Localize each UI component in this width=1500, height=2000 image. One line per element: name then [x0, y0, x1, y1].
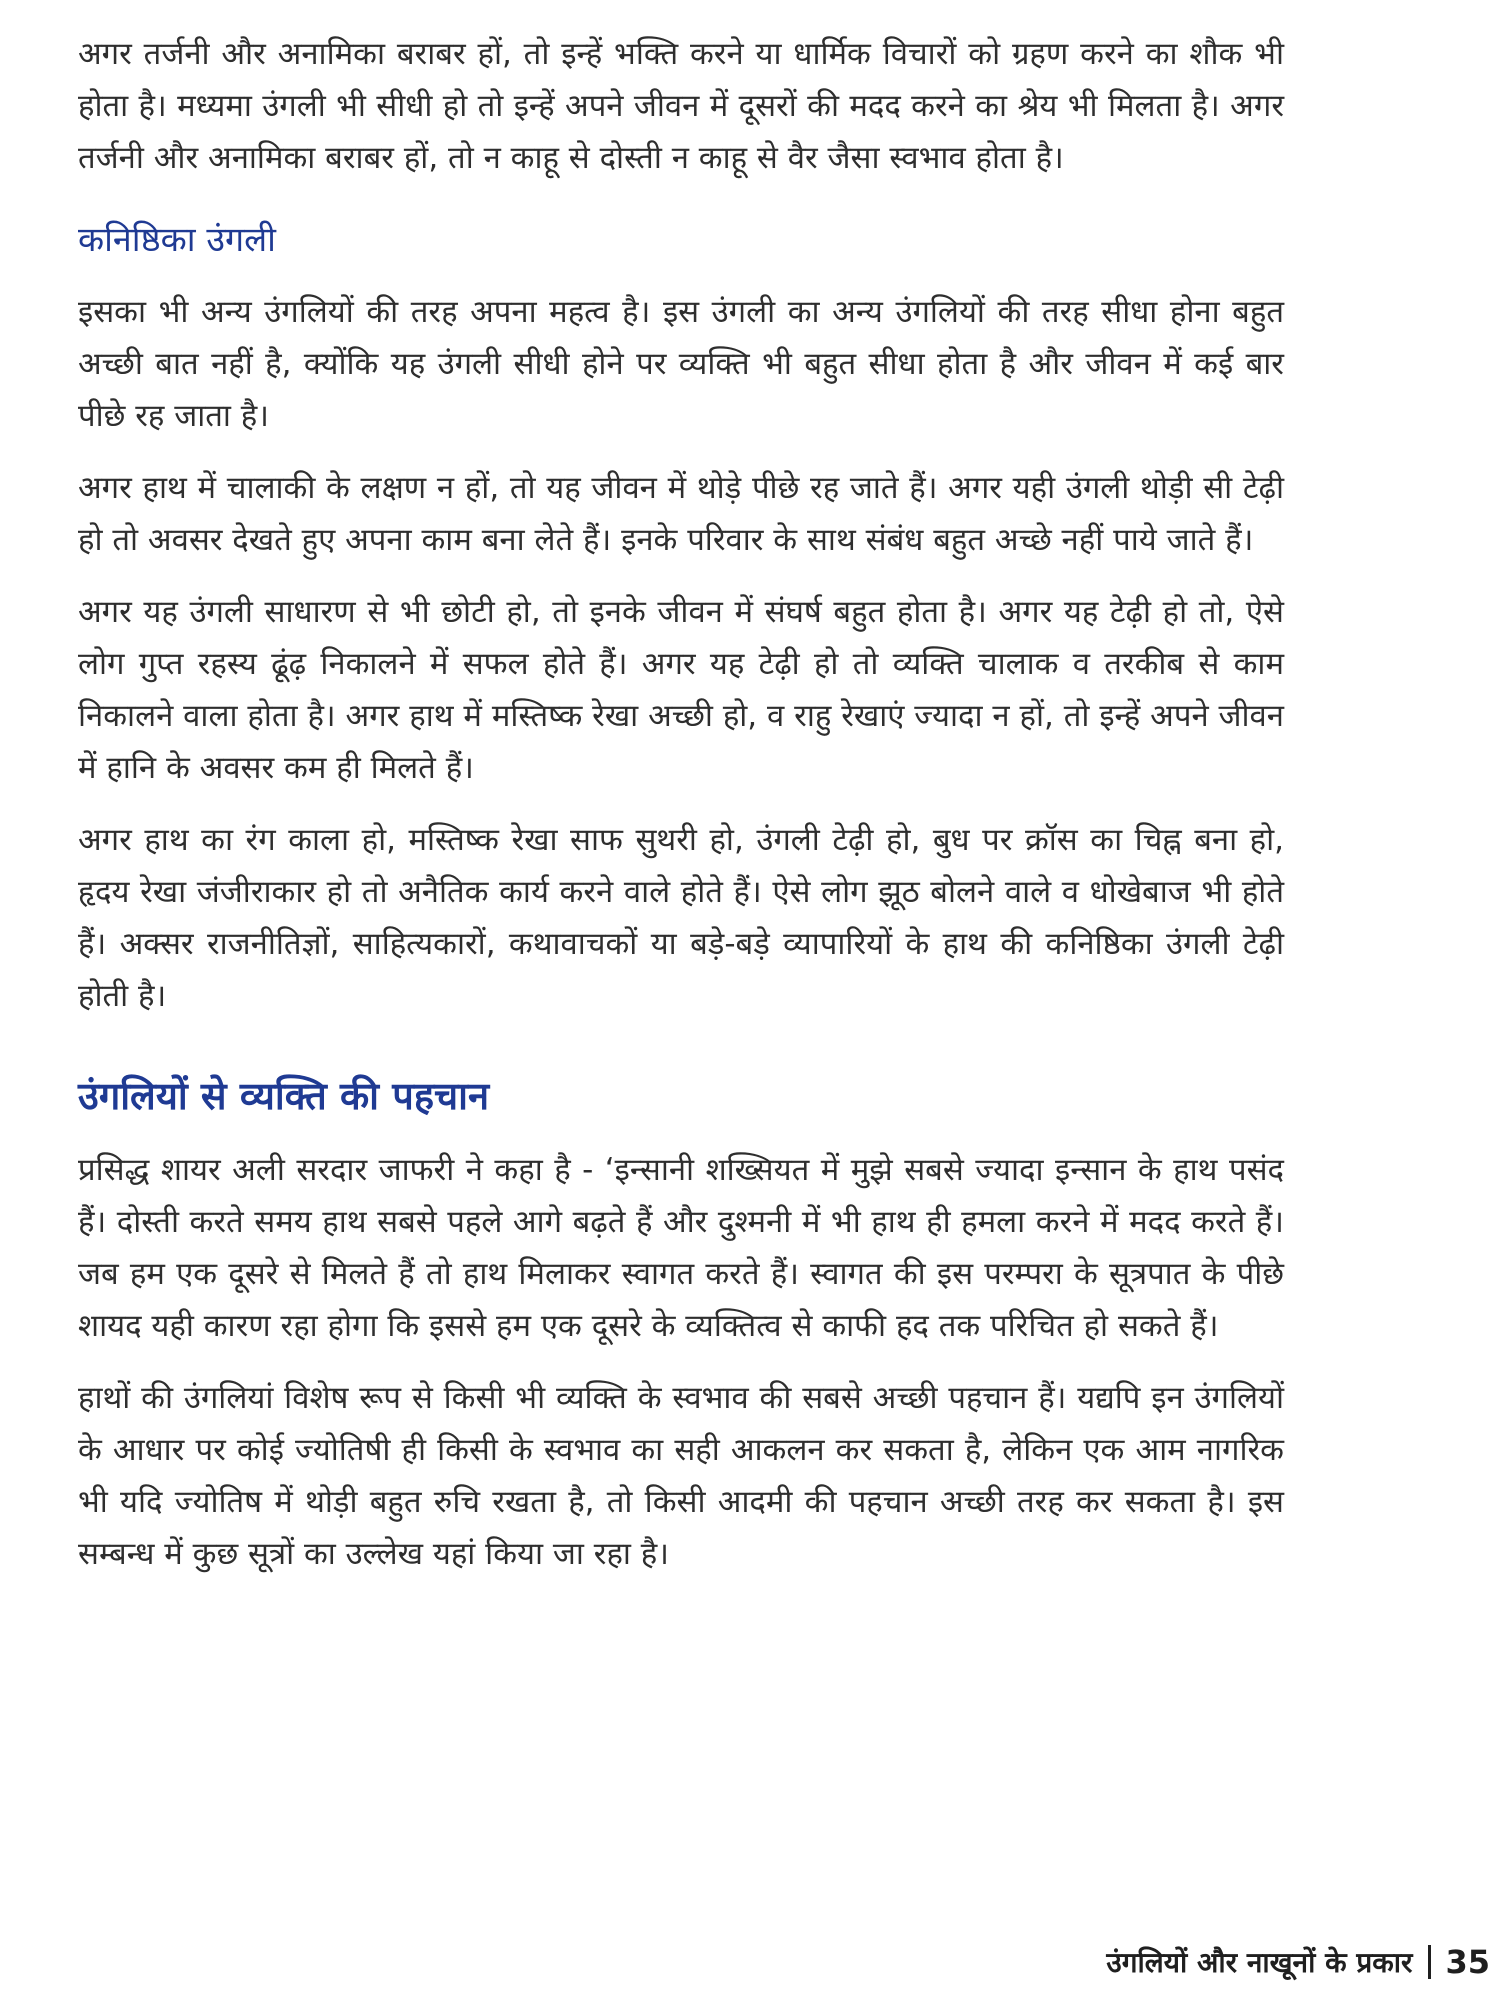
little-finger-paragraph-1: इसका भी अन्य उंगलियों की तरह अपना महत्व है। इस उंगली का अन्य उंगलियों की तरह सीधा होना बहुत अच्छी बात नहीं है, क्योंकि यह उंगली सीधी होने पर व्यक्ति भी बहुत सीधा होता है और जीवन में कई बार पीछे रह जाता है।: [78, 294, 1284, 434]
identification-paragraph-1: प्रसिद्ध शायर अली सरदार जाफरी ने कहा है - ‘इन्सानी शख्सियत में मुझे सबसे ज्यादा इन्सान के हाथ पसंद हैं। दोस्ती करते समय हाथ सबसे पहले आगे बढ़ते हैं और दुश्मनी में भी हाथ ही हमला करने में मदद करते हैं। जब हम एक दूसरे से मिलते हैं तो हाथ मिलाकर स्वागत करते हैं। स्वागत की इस परम्परा के सूत्रपात के पीछे शायद यही कारण रहा होगा कि इससे हम एक दूसरे के व्यक्तित्व से काफी हद तक परिचित हो सकते हैं।: [78, 1152, 1284, 1344]
little-finger-paragraph-3: अगर यह उंगली साधारण से भी छोटी हो, तो इनके जीवन में संघर्ष बहुत होता है। अगर यह टेढ़ी हो तो, ऐसे लोग गुप्त रहस्य ढूंढ़ निकालने में सफल होते हैं। अगर यह टेढ़ी हो तो व्यक्ति चालाक व तरकीब से काम निकालने वाला होता है। अगर हाथ में मस्तिष्क रेखा अच्छी हो, व राहु रेखाएं ज्यादा न हों, तो इन्हें अपने जीवन में हानि के अवसर कम ही मिलते हैं।: [78, 594, 1284, 786]
identification-paragraph-2: हाथों की उंगलियां विशेष रूप से किसी भी व्यक्ति के स्वभाव की सबसे अच्छी पहचान हैं। यद्यपि इन उंगलियों के आधार पर कोई ज्योतिषी ही किसी के स्वभाव का सही आकलन कर सकता है, लेकिन एक आम नागरिक भी यदि ज्योतिष में थोड़ी बहुत रुचि रखता है, तो किसी आदमी की पहचान अच्छी तरह कर सकता है। इस सम्बन्ध में कुछ सूत्रों का उल्लेख यहां किया जा रहा है।: [78, 1380, 1284, 1572]
footer-chapter-title: उंगलियों और नाखूनों के प्रकार: [1106, 1946, 1413, 1979]
identification-heading: उंगलियों से व्यक्ति की पहचान: [78, 1074, 490, 1118]
page-number: 35: [1445, 1943, 1490, 1981]
page-content: [78, 28, 1284, 1600]
intro-paragraph: अगर तर्जनी और अनामिका बराबर हों, तो इन्हें भक्ति करने या धार्मिक विचारों को ग्रहण करने का शौक भी होता है। मध्यमा उंगली भी सीधी हो तो इन्हें अपने जीवन में दूसरों की मदद करने का श्रेय भी मिलता है। अगर तर्जनी और अनामिका बराबर हों, तो न काहू से दोस्ती न काहू से वैर जैसा स्वभाव होता है।: [78, 36, 1284, 176]
little-finger-paragraph-4: अगर हाथ का रंग काला हो, मस्तिष्क रेखा साफ सुथरी हो, उंगली टेढ़ी हो, बुध पर क्रॉस का चिह्न बना हो, हृदय रेखा जंजीराकार हो तो अनैतिक कार्य करने वाले होते हैं। ऐसे लोग झूठ बोलने वाले व धोखेबाज भी होते हैं। अक्सर राजनीतिज्ञों, साहित्यकारों, कथावाचकों या बड़े-बड़े व्यापारियों के हाथ की कनिष्ठिका उंगली टेढ़ी होती है।: [78, 822, 1284, 1014]
footer-divider: [1428, 1945, 1431, 1979]
little-finger-paragraph-2: अगर हाथ में चालाकी के लक्षण न हों, तो यह जीवन में थोड़े पीछे रह जाते हैं। अगर यही उंगली थोड़ी सी टेढ़ी हो तो अवसर देखते हुए अपना काम बना लेते हैं। इनके परिवार के साथ संबंध बहुत अच्छे नहीं पाये जाते हैं।: [78, 470, 1284, 558]
page-footer: [1106, 1938, 1490, 1986]
little-finger-heading: कनिष्ठिका उंगली: [78, 220, 276, 260]
